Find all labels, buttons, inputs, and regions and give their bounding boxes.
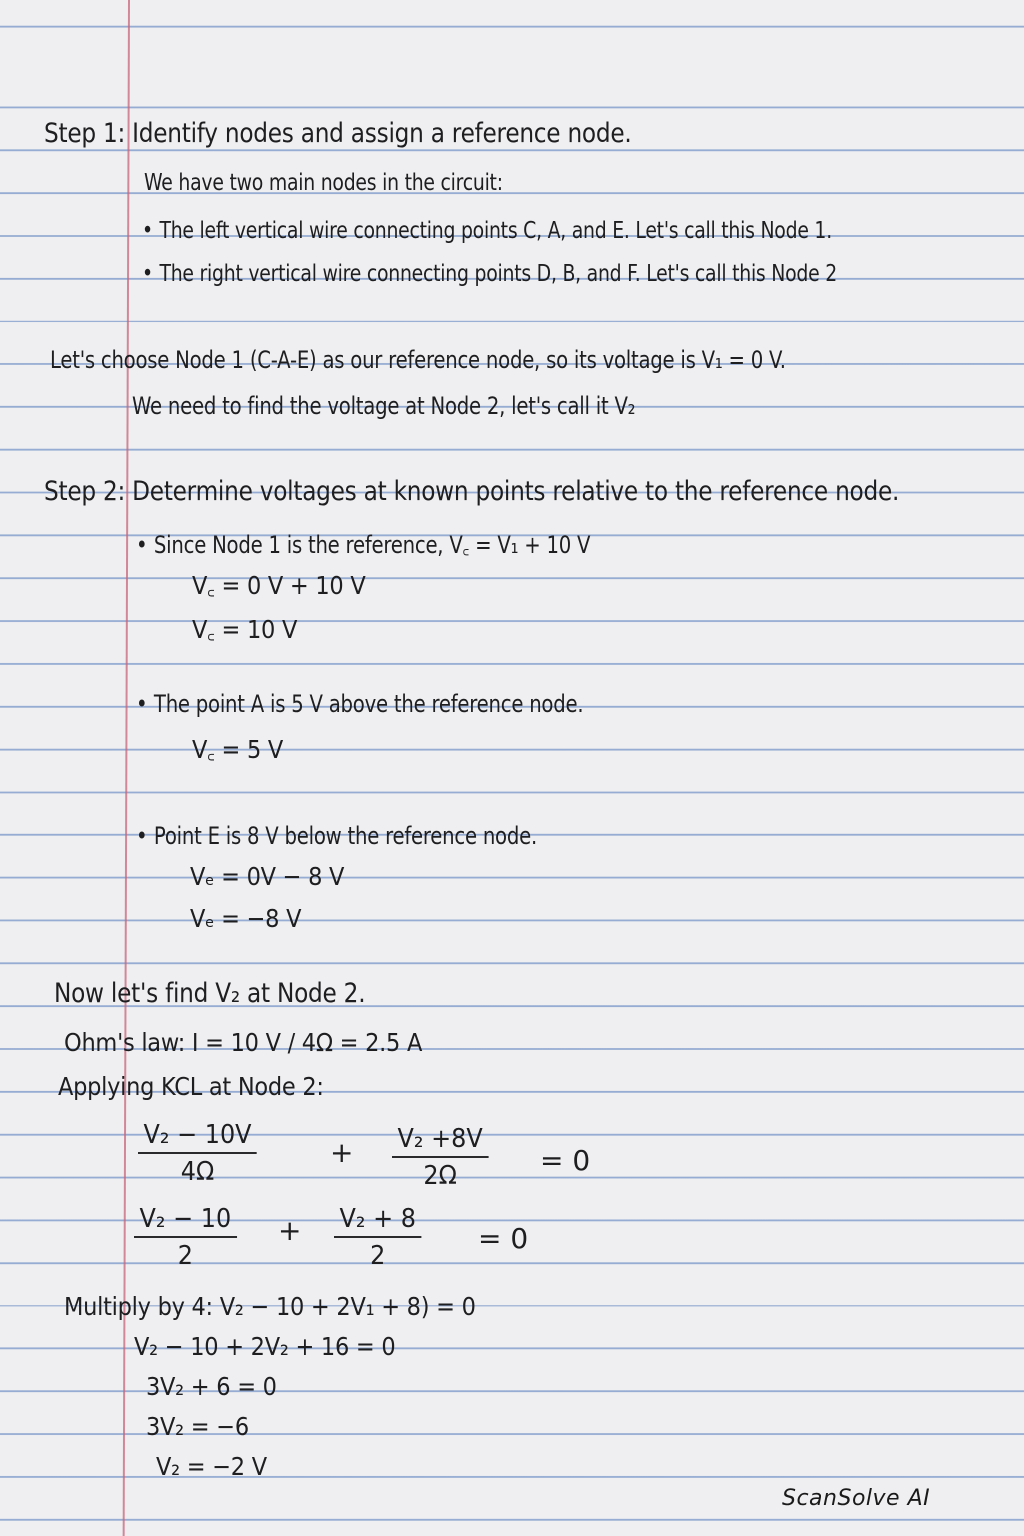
eq2-fraction-2-numerator: V₂ + 8 bbox=[334, 1204, 421, 1238]
step1-intro: We have two main nodes in the circuit: bbox=[144, 170, 503, 196]
eq1-fraction-2-denominator: 2Ω bbox=[423, 1161, 457, 1191]
ve-equation-2: Vₑ = −8 V bbox=[190, 904, 302, 933]
ve-equation-1: Vₑ = 0V − 8 V bbox=[190, 862, 345, 891]
multiply-line: Multiply by 4: V₂ − 10 + 2V₁ + 8) = 0 bbox=[64, 1292, 476, 1321]
scansolve-watermark: ScanSolve AI bbox=[782, 1486, 931, 1511]
eq2-fraction-2 bbox=[334, 1204, 421, 1272]
step1-heading: Step 1: Identify nodes and assign a reference node. bbox=[44, 118, 632, 149]
step1-bullet-node2: • The right vertical wire connecting points D, B, and F. Let's call this Node 2 bbox=[142, 261, 837, 287]
kcl-intro: Applying KCL at Node 2: bbox=[58, 1072, 324, 1101]
eq1-rhs: = 0 bbox=[540, 1144, 591, 1177]
solution-line-3: 3V₂ = −6 bbox=[146, 1412, 249, 1441]
reference-node-line: Let's choose Node 1 (C-A-E) as our reference node, so its voltage is V₁ = 0 V. bbox=[50, 346, 786, 374]
eq1-fraction-2-numerator: V₂ +8V bbox=[392, 1124, 488, 1158]
vc-equation-2: V꜀ = 10 V bbox=[192, 615, 298, 644]
vc-equation-1: V꜀ = 0 V + 10 V bbox=[192, 571, 366, 600]
eq2-fraction-1 bbox=[134, 1204, 237, 1272]
step2-bullet-vc: • Since Node 1 is the reference, V꜀ = V₁ + 10 V bbox=[136, 528, 590, 561]
solution-line-2: 3V₂ + 6 = 0 bbox=[146, 1372, 277, 1401]
eq2-fraction-1-numerator: V₂ − 10 bbox=[134, 1204, 237, 1238]
eq1-plus: + bbox=[330, 1136, 354, 1169]
step2-bullet-point-e: • Point E is 8 V below the reference node. bbox=[136, 822, 537, 850]
eq2-fraction-1-denominator: 2 bbox=[177, 1241, 193, 1271]
eq1-fraction-1 bbox=[138, 1120, 257, 1188]
va-equation: V꜀ = 5 V bbox=[192, 735, 284, 764]
eq2-rhs: = 0 bbox=[478, 1222, 529, 1255]
step2-bullet-point-a: • The point A is 5 V above the reference node. bbox=[136, 690, 583, 718]
eq1-fraction-1-denominator: 4Ω bbox=[180, 1157, 215, 1187]
find-v2-line: We need to find the voltage at Node 2, let's call it V₂ bbox=[132, 392, 636, 420]
node2-heading: Now let's find V₂ at Node 2. bbox=[54, 978, 366, 1009]
step1-bullet-node1: • The left vertical wire connecting points C, A, and E. Let's call this Node 1. bbox=[142, 218, 832, 244]
solution-line-4-final-answer: V₂ = −2 V bbox=[156, 1452, 267, 1481]
eq1-fraction-2 bbox=[392, 1124, 488, 1192]
step2-heading: Step 2: Determine voltages at known points relative to the reference node. bbox=[44, 476, 900, 507]
eq1-fraction-1-numerator: V₂ − 10V bbox=[138, 1120, 257, 1154]
ohms-law-line: Ohm's law: I = 10 V / 4Ω = 2.5 A bbox=[64, 1028, 423, 1057]
eq2-plus: + bbox=[278, 1214, 302, 1247]
eq2-fraction-2-denominator: 2 bbox=[370, 1241, 386, 1271]
solution-line-1: V₂ − 10 + 2V₂ + 16 = 0 bbox=[134, 1332, 396, 1361]
